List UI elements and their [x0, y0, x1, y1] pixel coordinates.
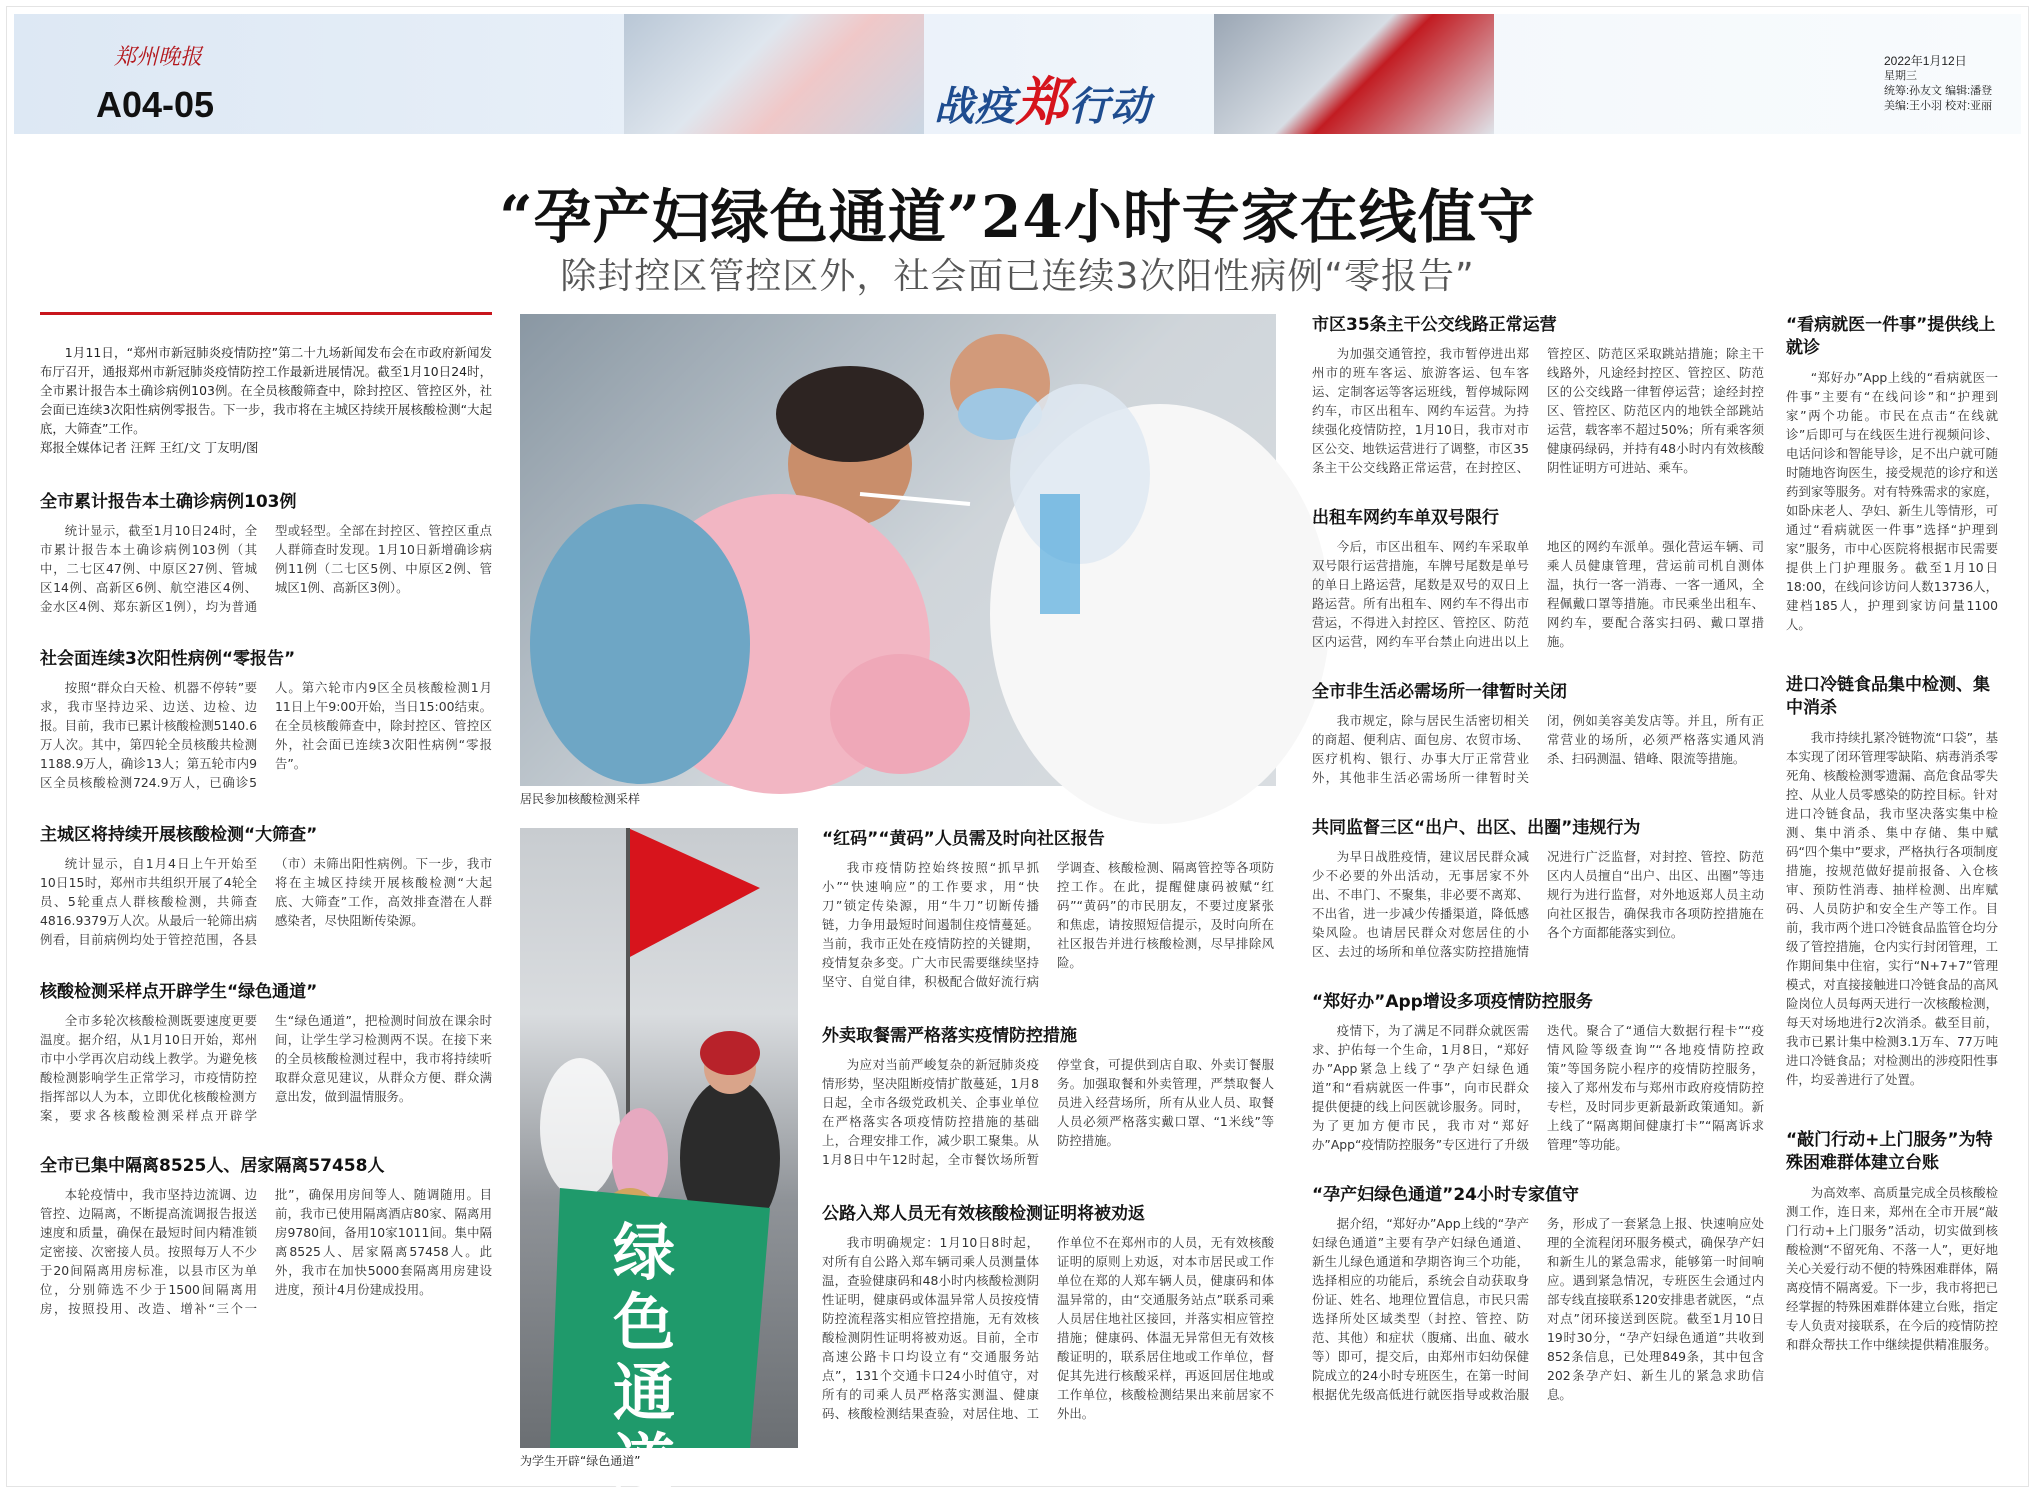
photo-caption-bottom: 为学生开辟“绿色通道” [520, 1454, 641, 1468]
main-headline: “孕产妇绿色通道”24小时专家在线值守 [499, 183, 1536, 251]
staff-line-1: 统筹:孙友文 编辑:潘登 [1884, 85, 1993, 97]
section-title: 进口冷链食品集中检测、集中消杀 [1786, 675, 1990, 718]
section-body: 我市疫情防控始终按照“抓早抓小”“快速响应”的工作要求，用“快刀”锁定传染源，用“牛刀”切断传播链，力争用最短时间遏制住疫情蔓延。当前，我市正处在疫情防控的关键期，疫情复杂多变。广大市民需要继续坚持坚守、自觉自律，积极配合做好流行病学调查、核酸检测、隔离管控等各项防控工作。在此，提醒健康码被赋“红码”“黄码”的市民朋友，不要过度紧张和焦虑，请按照短信提示，及时向所在社区报告并进行核酸检测，尽早排除风险。 [822, 860, 1274, 989]
section-body: 为高效率、高质量完成全员核酸检测工作，连日来，郑州在全市开展“敲门行动+上门服务”活动，切实做到核酸检测“不留死角、不落一人”，更好地关心关爱行动不便的特殊困难群体，隔离疫情不隔离爱。下一步，我市将把已经掌握的特殊困难群体建立台账，指定专人负责对接联系，在今后的疫情防控和群众帮扶工作中继续提供精准服务。 [1786, 1185, 1998, 1352]
article-section [1312, 991, 1764, 1154]
section-title: “敲门行动+上门服务”为特殊困难群体建立台账 [1786, 1130, 1993, 1173]
section-body: 今后，市区出租车、网约车采取单双号限行运营措施，车牌号尾数是单号的单日上路运营，尾数是双号的双日上路运营。所有出租车、网约车不得出市营运，不得进入封控区、管控区、防范区内运营，网约车平台禁止向进出以上地区的网约车派单。强化营运车辆、司乘人员健康管理，营运前司机自测体温，执行一客一消毒、一客一通风，全程佩戴口罩等措施。市民乘坐出租车、网约车，要配合落实扫码、戴口罩措施。 [1312, 539, 1764, 649]
section-title: 市区35条主干公交线路正常运营 [1312, 315, 1557, 335]
article-section [40, 981, 492, 1125]
article-section [40, 648, 492, 792]
section-body: 按照“群众白天检、机器不停转”要求，我市坚持边采、边送、边检、边报。目前，我市已累计核酸检测5140.6万人次。其中，第四轮全员核酸共检测1188.9万人，确诊13人；第五轮市内9区全员核酸检测724.9万人，已确诊5人。第六轮市内9区全员核酸检测1月11日上午9:00开始，当日15:00结束。在全员核酸筛查中，除封控区、管控区外，社会面已连续3次阳性病例“零报告”。 [40, 680, 492, 790]
banner-photo-medical-worker [624, 14, 924, 134]
paper-name-logo: 郑州晚报 [114, 45, 203, 70]
section-title: 外卖取餐需严格落实疫情防控措施 [822, 1026, 1077, 1046]
lead-paragraph: 1月11日，“郑州市新冠肺炎疫情防控”第二十九场新闻发布会在市政府新闻发布厅召开，通报郑州市新冠肺炎疫情防控工作最新进展情况。截至1月10日24时，全市累计报告本土确诊病例103例。在全员核酸筛查中，除封控区、管控区外，社会面已连续3次阳性病例零报告。下一步，我市将在主城区持续开展核酸检测“大起底，大筛查”工作。 [40, 345, 492, 436]
article-section [1786, 674, 1998, 1089]
section-title: 全市累计报告本土确诊病例103例 [40, 492, 297, 512]
section-body: 为早日战胜疫情，建议居民群众减少不必要的外出活动，无事居家不外出、不串门、不聚集，非必要不离郑、不出省，进一步减少传播渠道，降低感染风险。也请居民群众对您居住的小区、去过的场所和单位落实防控措施情况进行广泛监督，对封控、管控、防范区内人员擅自“出户、出区、出圈”等违规行为进行监督，对外地返郑人员主动向社区报告，确保我市各项防控措施在各个方面都能落实到位。 [1312, 849, 1764, 959]
article-section [1312, 817, 1764, 961]
article-section [1312, 507, 1764, 651]
section-title: “孕产妇绿色通道”24小时专家值守 [1312, 1185, 1580, 1205]
section-title: “红码”“黄码”人员需及时向社区报告 [822, 829, 1105, 849]
article-section [1312, 681, 1764, 787]
section-title: 共同监督三区“出户、出区、出圈”违规行为 [1312, 818, 1641, 838]
section-title: 社会面连续3次阳性病例“零报告” [40, 649, 296, 669]
byline: 郑报全媒体记者 汪辉 王红/文 丁友明/图 [40, 440, 259, 455]
middle-column [822, 828, 1274, 1423]
green-channel-sign: 绿色通道 [612, 1216, 675, 1499]
page-number: A04-05 [96, 84, 215, 125]
publication-info [1884, 54, 1992, 114]
section-title: 公路入郑人员无有效核酸检测证明将被劝返 [822, 1204, 1145, 1224]
section-body: 统计显示，自1月4日上午开始至10日15时，郑州市共组织开展了4轮全员、5轮重点人群核酸检测，共筛查4816.9379万人次。从最后一轮筛出病例看，目前病例均处于管控范围，各县（市）未筛出阳性病例。下一步，我市将在主城区持续开展核酸检测“大起底、大筛查”工作，高效排查潜在人群感染者，尽快阻断传染源。 [40, 856, 492, 947]
article-section [1312, 1184, 1764, 1404]
article-section [822, 828, 1274, 991]
right-center-column [1312, 314, 1764, 1404]
staff-line-2: 美编:王小羽 校对:亚丽 [1884, 100, 1993, 112]
section-body: 统计显示，截至1月10日24时，全市累计报告本土确诊病例103例（其中，二七区47例、中原区27例、管城区14例、高新区6例、航空港区4例、金水区4例、郑东新区1例），均为普通型或轻型。全部在封控区、管控区重点人群筛查时发现。1月10日新增确诊病例11例（二七区5例、中原区2例、管城区1例、高新区3例）。 [40, 523, 492, 614]
section-title: “郑好办”App增设多项疫情防控服务 [1312, 992, 1593, 1012]
left-column [40, 312, 492, 1318]
photo-nucleic-acid-sampling [520, 314, 1276, 786]
issue-date: 2022年1月12日 [1884, 54, 1967, 68]
issue-weekday: 星期三 [1884, 70, 1917, 82]
banner-photo-volunteer [1214, 14, 1494, 134]
section-body: 为应对当前严峻复杂的新冠肺炎疫情形势，坚决阻断疫情扩散蔓延，1月8日起，全市各级党政机关、企事业单位在严格落实各项疫情防控措施的基础上，合理安排工作，减少职工聚集。从1月8日中午12时起，全市餐饮场所暂停堂食，可提供到店自取、外卖订餐服务。加强取餐和外卖管理，严禁取餐人员进入经营场所，所有从业人员、取餐人员必须严格落实戴口罩、“1米线”等防控措施。 [822, 1057, 1274, 1167]
article-section [1786, 314, 1998, 634]
section-body: 本轮疫情中，我市坚持边流调、边管控、边隔离，不断提高流调报告报送速度和质量，确保在最短时间内精准锁定密接、次密接人员。按照每万人不少于20间隔离用房标准，以县市区为单位，分别筛选不少于1500间隔离用房，按照投用、改造、增补“三个一批”，确保用房间等人、随调随用。目前，我市已使用隔离酒店80家、隔离用房9780间，备用10家1011间。集中隔离8525人、居家隔离57458人。此外，我市在加快5000套隔离用房建设进度，预计4月份建成投用。 [40, 1187, 492, 1316]
article-section [822, 1203, 1274, 1423]
article-section [822, 1025, 1274, 1169]
article-section [1786, 1129, 1998, 1354]
section-body: “郑好办”App上线的“看病就医一件事”主要有“在线问诊”和“护理到家”两个功能。市民在点击“在线就诊”后即可与在线医生进行视频问诊、电话问诊和智能导诊，足不出户就可随时随地咨询医生，接受规范的诊疗和送药到家等服务。对有特殊需求的家庭，如卧床老人、孕妇、新生儿等情形，可通过“看病就医一件事”选择“护理到家”服务，市中心医院将根据市民需要提供上门护理服务。截至1月10日18:00，在线问诊访问人数13736人，建档185人，护理到家访问量1100人。 [1786, 370, 1998, 632]
section-body: 我市规定，除与居民生活密切相关的商超、便利店、面包房、农贸市场、医疗机构、银行、办事大厅正常营业外，其他非生活必需场所一律暂时关闭，例如美容美发店等。并且，所有正常营业的场所，必须严格落实通风消杀、扫码测温、错峰、限流等措施。 [1312, 713, 1764, 785]
far-right-column [1786, 314, 1998, 1354]
sub-headline: 除封控区管控区外，社会面已连续3次阳性病例“零报告” [560, 256, 1475, 297]
article-section [1312, 314, 1764, 477]
section-body: 为加强交通管控，我市暂停进出郑州市的班车客运、旅游客运、包车客运、定制客运等客运班线，暂停城际网约车，市区出租车、网约车运营。为持续强化疫情防控，1月10日，我市对市区公交、地铁运营进行了调整，市区35条主干公交线路正常运营，在封控区、管控区、防范区采取跳站措施；除主干线路外，凡途经封控区、管控区、防范区的公交线路一律暂停运营；途经封控区、管控区、防范区内的地铁全部跳站运营，载客率不超过50%；所有乘客须健康码绿码，并持有48小时内有效核酸阴性证明方可进站、乘车。 [1312, 346, 1764, 475]
accent-rule [40, 312, 492, 315]
section-body: 疫情下，为了满足不同群众就医需求、护佑每一个生命，1月8日，“郑好办”App紧急上线了“孕产妇绿色通道”和“看病就医一件事”，向市民群众提供便捷的线上问医就诊服务。同时，为了更加方便市民，我市对“郑好办”App“疫情防控服务”专区进行了升级迭代。聚合了“通信大数据行程卡”“疫情风险等级查询”“各地疫情防控政策”等国务院小程序的疫情防控服务，接入了郑州发布与郑州市政府疫情防控专栏，及时同步更新最新政策通知。新上线了“隔离期间健康打卡”“隔离诉求管理”等功能。 [1312, 1023, 1764, 1152]
section-title: 全市已集中隔离8525人、居家隔离57458人 [40, 1156, 385, 1176]
section-title: 出租车网约车单双号限行 [1312, 508, 1499, 528]
section-body: 我市明确规定：1月10日8时起，对所有自公路入郑车辆司乘人员测量体温，查验健康码和48小时内核酸检测阴性证明，健康码或体温异常人员按疫情防控流程落实相应管控措施，无有效核酸检测阴性证明将被劝返。目前，全市高速公路卡口均设立有“交通服务站点”，131个交通卡口24小时值守，对所有的司乘人员严格落实测温、健康码、核酸检测结果查验，对居住地、工作单位不在郑州市的人员，无有效核酸证明的原则上劝返，对本市居民或工作单位在郑的人郑车辆人员，健康码和体温异常的，由“交通服务站点”联系司乘人员居住地社区接回，并落实相应管控措施；健康码、体温无异常但无有效核酸证明的，联系居住地或工作单位，督促其先进行核酸采样，再返回居住地或工作单位，核酸检测结果出来前居家不外出。 [822, 1235, 1274, 1421]
masthead-banner [14, 14, 2021, 134]
section-body: 我市持续扎紧冷链物流“口袋”，基本实现了闭环管理零缺陷、病毒消杀零死角、核酸检测零遗漏、高危食品零失控、从业人员零感染的防控目标。针对进口冷链食品，我市坚决落实集中检测、集中消杀、集中存储、集中赋码“四个集中”要求，严格执行各项制度措施，按规范做好提前报备、入仓核审、预防性消毒、抽样检测、出库赋码、人员防护和安全生产等工作。目前，我市两个进口冷链食品监管仓均分级了管控措施，仓内实行封闭管理，工作期间集中住宿，实行“N+7+7”管理模式，对直接接触进口冷链食品的高风险岗位人员每两天进行一次核酸检测，每天对场地进行2次消杀。截至目前，我市已累计集中检测3.1万车、77万吨进口冷链食品；对检测出的涉疫阳性事件，均妥善进行了处置。 [1786, 730, 1998, 1087]
section-title: 核酸检测采样点开辟学生“绿色通道” [40, 982, 318, 1002]
section-title: 全市非生活必需场所一律暂时关闭 [1312, 682, 1567, 702]
sampling-illustration [520, 314, 1276, 786]
section-body: 据介绍，“郑好办”App上线的“孕产妇绿色通道”主要有孕产妇绿色通道、新生儿绿色通道和孕期咨询三个功能，选择相应的功能后，系统会自动获取身份证、姓名、地理位置信息，市民只需选择所处区域类型（封控、管控、防范、其他）和症状（腹痛、出血、破水等）即可，提交后，由郑州市妇幼保健院成立的24小时专班医生，在第一时间根据优先级高低进行就医指导或救治服务，形成了一套紧急上报、快速响应处理的全流程闭环服务模式，确保孕产妇和新生儿的紧急需求，能够第一时间响应。遇到紧急情况，专班医生会通过内部专线直接联系120安排患者就医，“点对点”闭环接送到医院。截至1月10日19时30分，“孕产妇绿色通道”共收到852条信息，已处理849条，其中包含202条孕产妇、新生儿的紧急求助信息。 [1312, 1216, 1764, 1402]
article-section [40, 824, 492, 949]
section-title: “看病就医一件事”提供线上就诊 [1786, 315, 1996, 358]
section-body: 全市多轮次核酸检测既要速度更要温度。据介绍，从1月10日开始，郑州市中小学再次启动线上教学。为避免核酸检测影响学生正常学习，市疫情防控指挥部以人为本，立即优化核酸检测方案，要求各核酸检测采样点开辟学生“绿色通道”，把检测时间放在课余时间，让学生学习检测两不误。在接下来的全员核酸检测过程中，我市将持续听取群众意见建议，从群众方便、群众满意出发，做到温情服务。 [40, 1013, 492, 1123]
section-title: 主城区将持续开展核酸检测“大筛查” [40, 825, 318, 845]
article-section [40, 491, 492, 616]
photo-caption-top: 居民参加核酸检测采样 [520, 792, 641, 806]
section-slogan: 战疫郑行动 [934, 72, 1152, 133]
article-section [40, 1155, 492, 1318]
